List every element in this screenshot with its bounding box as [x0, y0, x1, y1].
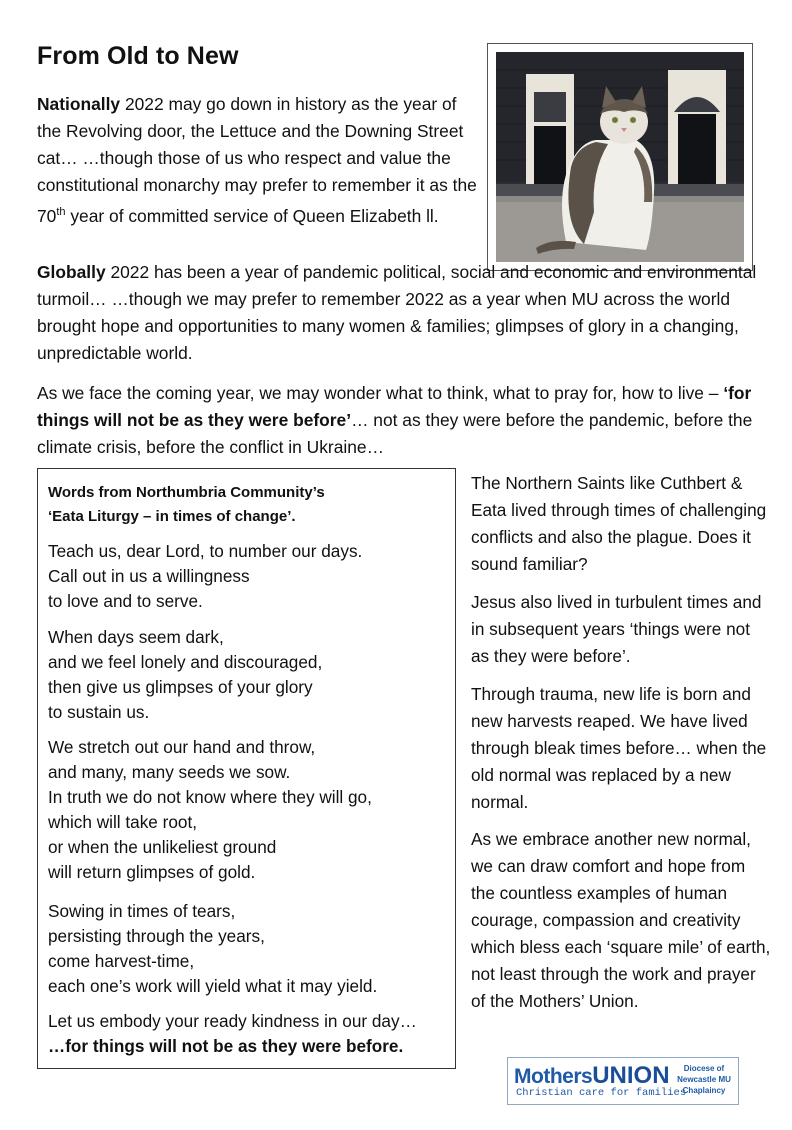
- verse-line: each one’s work will yield what it may yield.: [48, 976, 378, 996]
- verse-line: Sowing in times of tears,: [48, 901, 236, 921]
- logo-tagline: Christian care for families: [516, 1087, 687, 1099]
- closing-bold-line: …for things will not be as they were before.: [48, 1036, 404, 1056]
- logo-wordmark: [514, 1062, 670, 1090]
- stanza-1: [48, 539, 362, 614]
- verse-line: to love and to serve.: [48, 591, 203, 611]
- liturgy-title-line1: Words from Northumbria Community’s: [48, 484, 325, 501]
- verse-line: to sustain us.: [48, 702, 150, 722]
- stanza-5: [48, 1009, 417, 1059]
- right-paragraph-saints: [471, 470, 771, 578]
- right-paragraph-trauma: [471, 681, 771, 816]
- verse-line: or when the unlikeliest ground: [48, 837, 277, 857]
- verse-line: persisting through the years,: [48, 926, 265, 946]
- global-paragraph: [37, 259, 767, 367]
- verse-line: will return glimpses of gold.: [48, 862, 256, 882]
- stanza-4: [48, 899, 377, 999]
- right-text: Jesus also lived in turbulent times and in subsequent years ‘things were not as they were before’.: [471, 592, 762, 666]
- page-title: From Old to New: [37, 42, 239, 70]
- verse-line: come harvest-time,: [48, 951, 195, 971]
- national-paragraph: [37, 91, 477, 230]
- national-text-b: year of committed service of Queen Elizabeth ll.: [65, 205, 439, 226]
- right-text: Through trauma, new life is born and new harvests reaped. We have lived through bleak times before… when the old normal was replaced by a new normal.: [471, 684, 767, 812]
- right-paragraph-jesus: [471, 589, 771, 670]
- verse-line: Let us embody your ready kindness in our day…: [48, 1011, 417, 1031]
- national-lead: Nationally: [37, 94, 121, 114]
- cat-photo-frame: [487, 43, 753, 271]
- right-text: The Northern Saints like Cuthbert & Eata lived through times of challenging conflicts and also the plague. Does it sound familiar?: [471, 473, 767, 574]
- global-lead: Globally: [37, 262, 106, 282]
- verse-line: Call out in us a willingness: [48, 566, 250, 586]
- verse-line: We stretch out our hand and throw,: [48, 737, 316, 757]
- right-text: As we embrace another new normal, we can draw comfort and hope from the countless examples of human courage, compassion and creativity which bless each ‘square mile’ of earth, not least through the work and prayer of the Mothers’ Union.: [471, 829, 771, 1011]
- logo-union: UNION: [592, 1062, 670, 1089]
- right-paragraph-embrace: [471, 826, 771, 1015]
- logo-mothers: Mothers: [514, 1065, 593, 1088]
- logo-side-line: Chaplaincy: [682, 1086, 726, 1095]
- global-text: 2022 has been a year of pandemic political, social and economic and environmental turmoil… …though we may prefer to remember 2022 as a year when MU across the world brought hope and opportunities to many women & families; glimpses of glory in a changing, unpredictable world.: [37, 262, 757, 363]
- verse-line: In truth we do not know where they will go,: [48, 787, 372, 807]
- verse-line: Teach us, dear Lord, to number our days.: [48, 541, 363, 561]
- liturgy-box: [37, 468, 456, 1069]
- national-text-a: 2022 may go down in history as the year of the Revolving door, the Lettuce and the Downing Street cat… …though those of us who respect and value the constitutional monarchy may prefer to remember it as the 70: [37, 94, 477, 226]
- stanza-2: [48, 625, 322, 725]
- mothers-union-logo: [507, 1057, 739, 1105]
- national-ordinal-suffix: th: [56, 206, 66, 218]
- verse-line: and we feel lonely and discouraged,: [48, 652, 323, 672]
- cat-photo: [496, 52, 744, 262]
- face-bold-quote: ‘for things will not be as they were before’: [37, 383, 752, 430]
- face-text-b: … not as they were before the pandemic, before the climate crisis, before the conflict in Ukraine…: [37, 410, 753, 457]
- verse-line: which will take root,: [48, 812, 198, 832]
- coming-year-paragraph: [37, 380, 767, 461]
- stanza-3: [48, 735, 372, 885]
- face-text-a: As we face the coming year, we may wonder what to think, what to pray for, how to live –: [37, 383, 724, 403]
- liturgy-title: [48, 481, 325, 529]
- logo-side-line: Diocese of: [683, 1064, 725, 1073]
- verse-line: and many, many seeds we sow.: [48, 762, 291, 782]
- verse-line: When days seem dark,: [48, 627, 224, 647]
- verse-line: then give us glimpses of your glory: [48, 677, 313, 697]
- logo-diocese: [673, 1063, 735, 1096]
- logo-side-line: Newcastle MU: [677, 1075, 731, 1084]
- liturgy-title-line2: ‘Eata Liturgy – in times of change’.: [48, 508, 296, 525]
